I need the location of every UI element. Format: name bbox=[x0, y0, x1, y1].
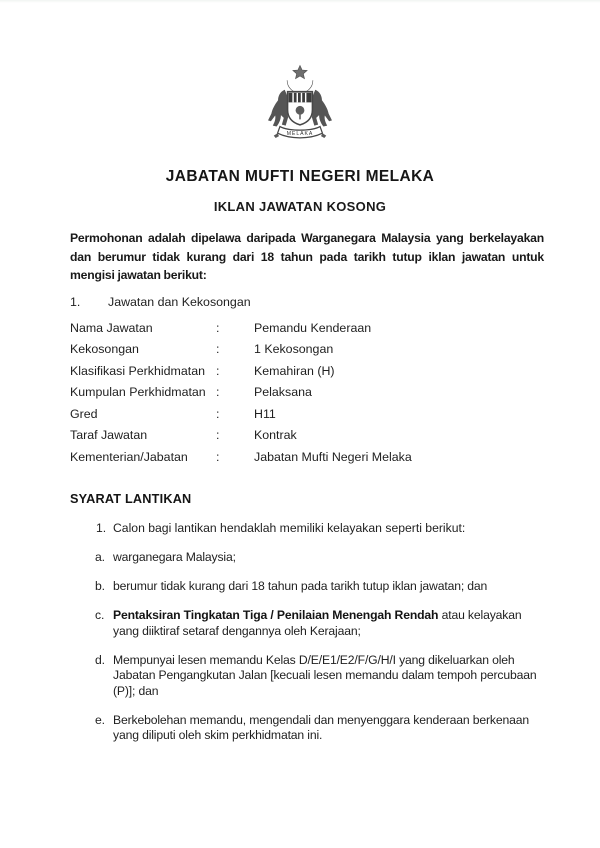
detail-value: Kemahiran (H) bbox=[254, 363, 335, 378]
detail-label: Nama Jawatan bbox=[70, 320, 153, 335]
item-text-body: atau kelayakan yang diiktiraf setaraf dengannya oleh Kerajaan; bbox=[113, 608, 522, 638]
crest-banner-text: MELAKA bbox=[286, 131, 314, 138]
colon-separator: : bbox=[216, 449, 220, 464]
item-text bbox=[113, 713, 544, 744]
table-row bbox=[70, 339, 600, 361]
item-text bbox=[113, 653, 544, 700]
table-row bbox=[70, 361, 600, 383]
item-text: Calon bagi lantikan hendaklah memiliki kelayakan seperti berikut: bbox=[113, 521, 466, 535]
detail-label: Taraf Jawatan bbox=[70, 428, 148, 442]
table-row bbox=[70, 404, 600, 426]
table-row bbox=[70, 425, 600, 447]
requirement-item-c bbox=[95, 608, 544, 639]
detail-value: 1 Kekosongan bbox=[254, 342, 334, 356]
job-details-table bbox=[70, 318, 600, 469]
document-subtitle: IKLAN JAWATAN KOSONG bbox=[213, 199, 387, 214]
detail-label: Gred bbox=[70, 406, 98, 421]
detail-value: H11 bbox=[254, 406, 276, 421]
detail-value: Kontrak bbox=[254, 428, 297, 442]
colon-separator: : bbox=[216, 342, 220, 356]
item-text-body: berumur tidak kurang dari 18 tahun pada tarikh tutup iklan jawatan; dan bbox=[113, 579, 488, 593]
item-text bbox=[113, 579, 544, 595]
item-text-body: Mempunyai lesen memandu Kelas D/E/E1/E2/F/G/H/I yang dikeluarkan oleh Jabatan Pengangkutan Jalan [kecuali lesen memandu dalam tempoh percubaan (P)]; dan bbox=[113, 652, 537, 698]
detail-label: Kumpulan Perkhidmatan bbox=[70, 385, 206, 399]
colon-separator: : bbox=[216, 406, 220, 421]
item-marker: d. bbox=[95, 652, 105, 667]
colon-separator: : bbox=[216, 385, 220, 399]
item-bold-lead: Pentaksiran Tingkatan Tiga / Penilaian Menengah Rendah bbox=[113, 608, 439, 622]
detail-label: Klasifikasi Perkhidmatan bbox=[70, 363, 205, 378]
syarat-lantikan-heading: SYARAT LANTIKAN bbox=[70, 492, 192, 506]
item-marker: b. bbox=[95, 579, 105, 593]
colon-separator: : bbox=[216, 428, 220, 442]
colon-separator: : bbox=[216, 320, 220, 335]
detail-label: Kekosongan bbox=[70, 342, 139, 356]
requirement-item-a bbox=[95, 550, 544, 566]
item-text bbox=[113, 608, 544, 639]
detail-value: Jabatan Mufti Negeri Melaka bbox=[254, 449, 412, 464]
document-title: JABATAN MUFTI NEGERI MELAKA bbox=[165, 168, 435, 185]
scan-artifact bbox=[0, 0, 600, 3]
section-heading-text: Jawatan dan Kekosongan bbox=[108, 294, 251, 309]
item-marker: a. bbox=[95, 550, 105, 564]
item-marker: c. bbox=[95, 608, 105, 622]
table-row bbox=[70, 447, 600, 469]
intro-paragraph: Permohonan adalah dipelawa daripada Warganegara Malaysia yang berkelayakan dan berumur tidak kurang dari 18 tahun pada tarikh tutup iklan jawatan untuk mengisi jawatan berikut: bbox=[70, 231, 544, 282]
table-row bbox=[70, 382, 600, 404]
item-marker: e. bbox=[95, 712, 105, 727]
requirement-intro bbox=[96, 521, 544, 537]
item-text-body: warganegara Malaysia; bbox=[113, 550, 236, 564]
detail-value: Pelaksana bbox=[254, 385, 312, 399]
detail-value: Pemandu Kenderaan bbox=[254, 320, 372, 335]
item-text-body: Berkebolehan memandu, mengendali dan menyenggara kenderaan berkenaan yang diliputi oleh skim perkhidmatan ini. bbox=[113, 712, 529, 742]
detail-label: Kementerian/Jabatan bbox=[70, 449, 188, 464]
item-text bbox=[113, 550, 544, 566]
item-marker: 1. bbox=[96, 521, 107, 535]
melaka-state-crest-icon bbox=[252, 64, 348, 148]
section-number: 1. bbox=[70, 294, 81, 309]
section-1-heading bbox=[70, 295, 600, 309]
colon-separator: : bbox=[216, 363, 220, 378]
requirement-item-e bbox=[95, 713, 544, 744]
table-row bbox=[70, 318, 600, 340]
requirement-item-b bbox=[95, 579, 544, 595]
requirement-item-d bbox=[95, 653, 544, 700]
